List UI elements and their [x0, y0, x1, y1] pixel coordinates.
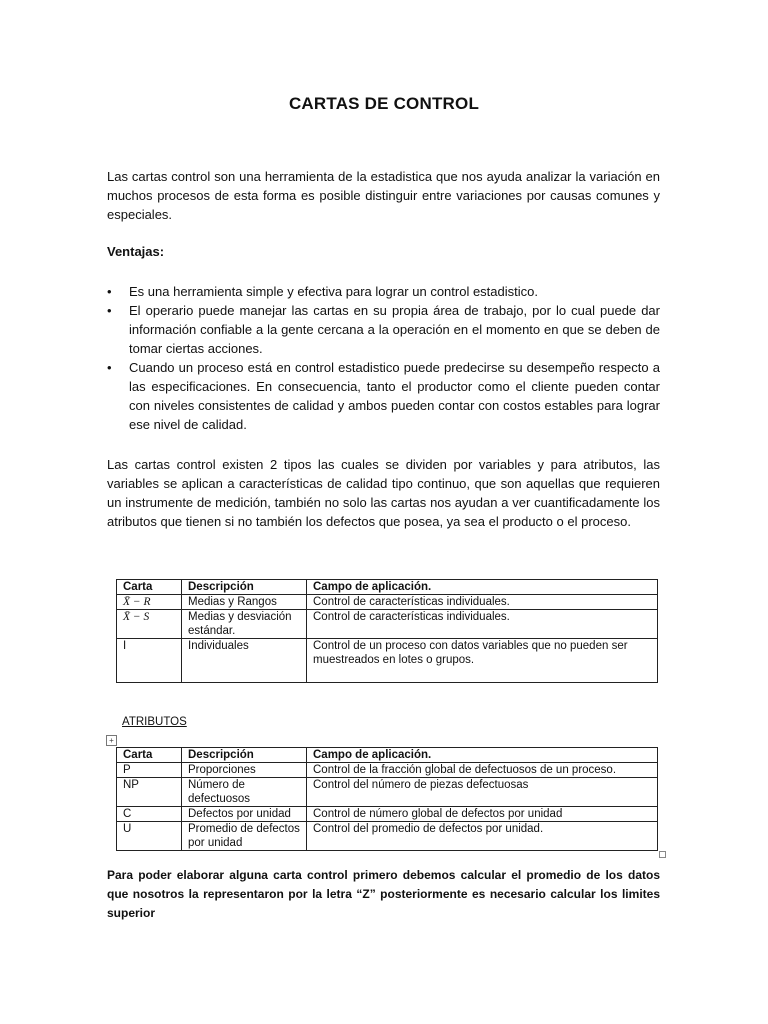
cell-carta: I	[117, 639, 182, 683]
table-row	[117, 807, 658, 822]
list-item	[107, 358, 660, 434]
list-item-text: El operario puede manejar las cartas en su propia área de trabajo, por lo cual puede dar información confiable a la gente cercana a la operación en el momento en que se deben de tomar ciertas acciones.	[129, 303, 660, 356]
cell-carta: C	[117, 807, 182, 822]
page-title: CARTAS DE CONTROL	[288, 94, 480, 113]
cell-campo: Control de características individuales.	[307, 610, 658, 639]
cell-descripcion: Número de defectuosos	[182, 778, 307, 807]
cell-campo: Control de características individuales.	[307, 595, 658, 610]
cell-carta: X̄ − S	[117, 610, 182, 639]
table-move-handle-icon[interactable]: +	[106, 735, 117, 746]
table-row	[117, 610, 658, 639]
header-campo: Campo de aplicación.	[307, 748, 658, 763]
table-header-row	[117, 580, 658, 595]
header-campo: Campo de aplicación.	[307, 580, 658, 595]
list-item	[107, 301, 660, 358]
cell-campo: Control de número global de defectos por unidad	[307, 807, 658, 822]
table-row	[117, 595, 658, 610]
cell-carta: P	[117, 763, 182, 778]
table-header-row	[117, 748, 658, 763]
table-row	[117, 763, 658, 778]
cell-campo: Control de la fracción global de defectuosos de un proceso.	[307, 763, 658, 778]
header-descripcion: Descripción	[182, 580, 307, 595]
table-row	[117, 822, 658, 851]
cell-campo: Control del número de piezas defectuosas	[307, 778, 658, 807]
intro-paragraph: Las cartas control son una herramienta de la estadistica que nos ayuda analizar la variación en muchos procesos de esta forma es posible distinguir entre variaciones por causas comunes y especiales.	[107, 169, 660, 222]
list-item-text: Cuando un proceso está en control estadistico puede predecirse su desempeño respecto a las especificaciones. En consecuencia, tanto el productor como el cliente pueden contar con niveles consistentes de calidad y ambos pueden contar con costos estables para lograr ese nivel de calidad.	[129, 360, 660, 432]
bullet-icon: •	[107, 303, 112, 318]
list-item-text: Es una herramienta simple y efectiva para lograr un control estadistico.	[129, 284, 538, 299]
cell-carta: NP	[117, 778, 182, 807]
cell-descripcion: Medias y Rangos	[182, 595, 307, 610]
ventajas-heading: Ventajas:	[107, 244, 165, 259]
cell-carta: X̄ − R	[117, 595, 182, 610]
cell-descripcion: Defectos por unidad	[182, 807, 307, 822]
cell-campo: Control del promedio de defectos por unidad.	[307, 822, 658, 851]
cell-carta: U	[117, 822, 182, 851]
ventajas-list	[107, 282, 660, 434]
cell-descripcion: Promedio de defectos por unidad	[182, 822, 307, 851]
atributos-label: ATRIBUTOS	[122, 716, 187, 728]
table-resize-handle[interactable]	[659, 851, 666, 858]
header-carta: Carta	[117, 748, 182, 763]
variables-table	[116, 579, 658, 683]
cell-descripcion: Proporciones	[182, 763, 307, 778]
table-row	[117, 639, 658, 683]
cell-campo: Control de un proceso con datos variables que no pueden ser muestreados en lotes o grupos.	[307, 639, 658, 683]
cell-descripcion: Medias y desviación estándar.	[182, 610, 307, 639]
list-item	[107, 282, 660, 301]
types-paragraph: Las cartas control existen 2 tipos las cuales se dividen por variables y para atributos, las variables se aplican a características de calidad tipo continuo, que son aquellas que requieren un instrumente de medición, también no solo las cartas nos ayudan a ver cuantificadamente los atributos que tienen si no también los defectos que posea, ya sea el producto o el proceso.	[107, 457, 660, 529]
bullet-icon: •	[107, 284, 112, 299]
table-row	[117, 778, 658, 807]
header-carta: Carta	[117, 580, 182, 595]
atributos-table	[116, 747, 658, 851]
closing-paragraph: Para poder elaborar alguna carta control primero debemos calcular el promedio de los datos que nosotros la representaron por la letra “Z” posteriormente es necesario calcular los limites superior	[107, 868, 660, 920]
bullet-icon: •	[107, 360, 112, 375]
header-descripcion: Descripción	[182, 748, 307, 763]
cell-descripcion: Individuales	[182, 639, 307, 683]
